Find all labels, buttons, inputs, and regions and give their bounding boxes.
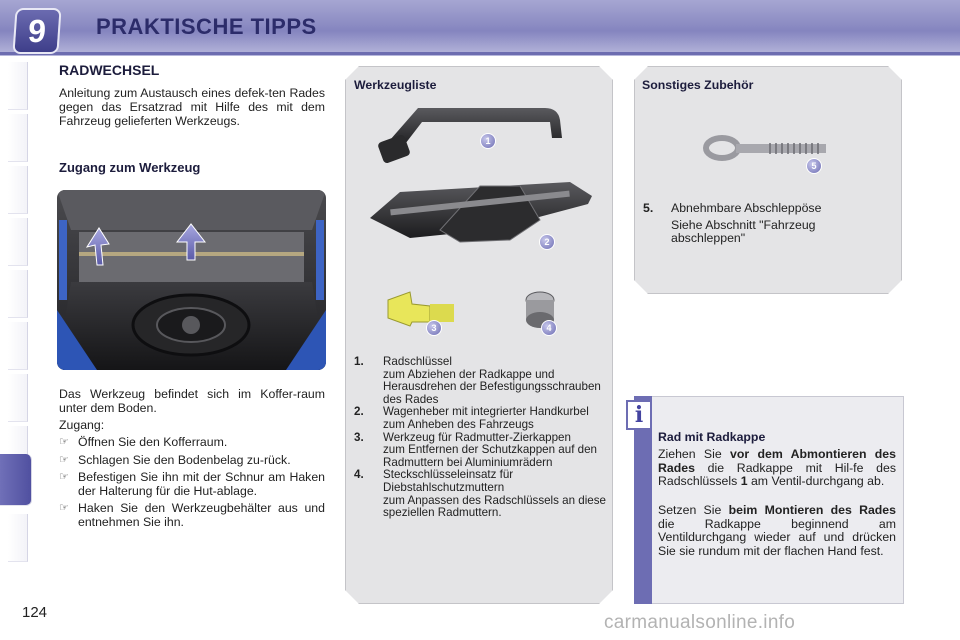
list-item: 1. Radschlüssel zum Abziehen der Radkappe und Herausdrehen der Befestigungsschrauben des Rades <box>354 355 601 406</box>
tools-panel-title: Werkzeugliste <box>354 78 437 92</box>
accessory-item: 5. Abnehmbare Abschleppöse Siehe Abschnitt "Fahrzeug abschleppen" <box>643 201 822 246</box>
hand-pointer-icon: ☞ <box>59 436 69 448</box>
access-steps-list <box>59 436 325 534</box>
intro-paragraph: Anleitung zum Austausch eines defek-ten Rades gegen das Ersatzrad mit Hilfe des mit dem Fahrzeug gelieferten Werkzeugs. <box>59 86 325 128</box>
list-item: 4. Steckschlüsseleinsatz für Diebstahlschutzmuttern zum Anpassen des Radschlüssels an diese speziellen Radmuttern. <box>354 468 606 520</box>
tool-list <box>353 356 609 520</box>
section-title: RADWECHSEL <box>59 62 160 78</box>
info-paragraph-2: Setzen Sie beim Montieren des Rades die Radkappe beginnend am Ventildurchgang wieder auf und drücken Sie sie rundum mit der flachen Hand fest. <box>658 503 896 558</box>
callout-5: 5 <box>806 158 822 174</box>
access-heading: Zugang zum Werkzeug <box>59 160 201 175</box>
callout-4: 4 <box>541 320 557 336</box>
chapter-tab[interactable] <box>8 166 28 214</box>
access-location-text: Das Werkzeug befindet sich im Koffer-raum unter dem Boden. <box>59 387 325 415</box>
watermark: carmanualsonline.info <box>604 612 796 633</box>
hand-pointer-icon: ☞ <box>59 471 69 484</box>
chapter-tab[interactable] <box>8 322 28 370</box>
car-jack-icon <box>370 182 592 242</box>
info-box <box>634 396 904 604</box>
page-title: PRAKTISCHE TIPPS <box>96 14 317 39</box>
chapter-tab[interactable] <box>8 270 28 318</box>
chapter-tab[interactable] <box>8 374 28 422</box>
list-item: 2. Wagenheber mit integrierter Handkurbel zum Anheben des Fahrzeugs <box>354 405 589 431</box>
hand-pointer-icon: ☞ <box>59 502 69 515</box>
page-number: 124 <box>22 604 48 621</box>
list-item: ☞ Befestigen Sie ihn mit der Schnur am Haken der Halterung für die Hut-ablage. <box>59 470 325 498</box>
chapter-tab[interactable] <box>8 514 28 562</box>
info-icon: i <box>626 400 652 430</box>
chapter-badge: 9 <box>12 8 61 54</box>
chapter-tab[interactable] <box>8 218 28 266</box>
info-title: Rad mit Radkappe <box>658 430 766 444</box>
chapter-tab[interactable] <box>8 62 28 110</box>
info-paragraph-1: Ziehen Sie vor dem Abmontieren des Rades die Radkappe mit Hil-fe des Radschlüssels 1 am Ventil-durchgang ab. <box>658 447 896 489</box>
callout-2: 2 <box>539 234 555 250</box>
accessories-panel-title: Sonstiges Zubehör <box>642 78 754 92</box>
hand-pointer-icon: ☞ <box>59 453 69 466</box>
list-item: ☞ Öffnen Sie den Kofferraum. <box>59 435 228 449</box>
list-item: ☞ Haken Sie den Werkzeugbehälter aus und entnehmen Sie ihn. <box>59 501 325 529</box>
wheel-wrench-icon <box>377 108 562 164</box>
accessories-panel <box>634 66 902 294</box>
chapter-tab[interactable] <box>8 114 28 162</box>
chapter-tabs <box>0 62 34 578</box>
header-divider <box>0 52 960 55</box>
callout-1: 1 <box>480 133 496 149</box>
hubcap-tool-icon <box>388 292 454 326</box>
access-label: Zugang: <box>59 418 105 432</box>
list-item: 3. Werkzeug für Radmutter-Zierkappen zum Entfernen der Schutzkappen auf den Radmuttern bei Aluminiumrädern <box>354 430 597 469</box>
callout-3: 3 <box>426 320 442 336</box>
trunk-photo <box>57 190 326 370</box>
list-item: ☞ Schlagen Sie den Bodenbelag zu-rück. <box>59 452 291 467</box>
chapter-tab-active[interactable] <box>0 454 32 506</box>
